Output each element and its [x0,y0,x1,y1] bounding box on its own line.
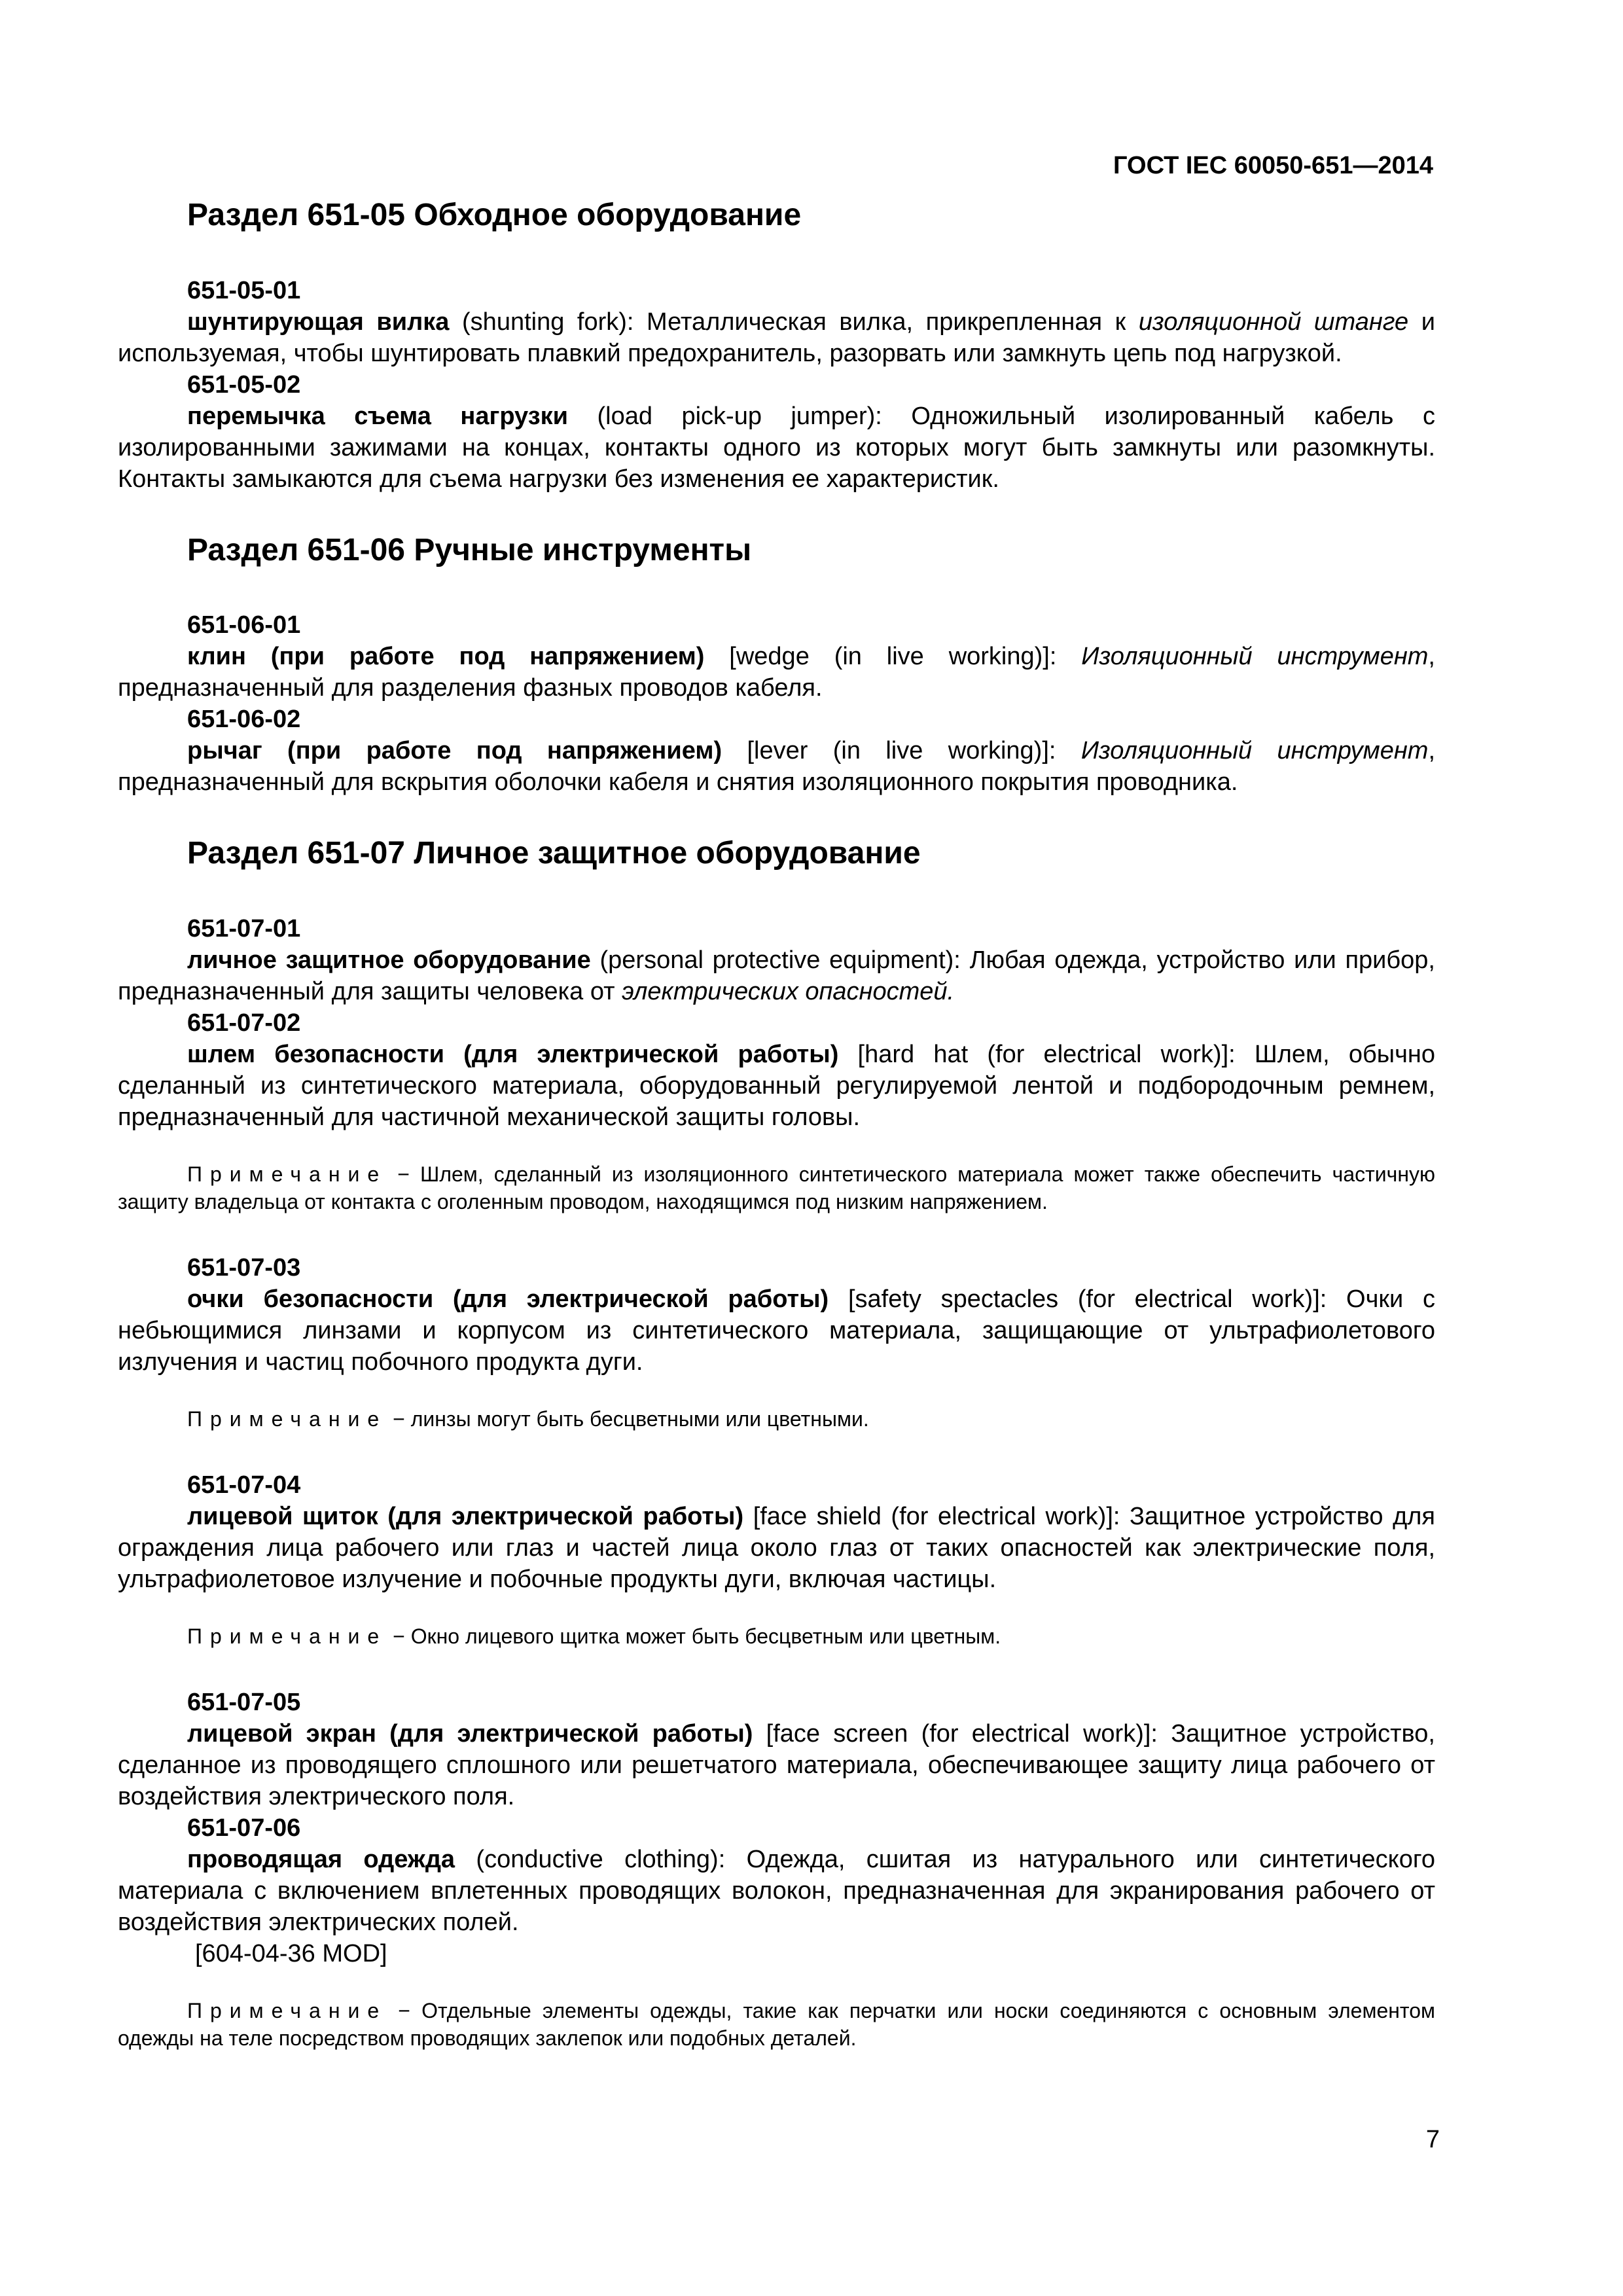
entry-definition: лицевой щиток (для электрической работы) [face shield (for electrical work)]: Защитное устройство для ограждения лица рабочего или глаз и частей лица около глаз от таких опасностей как электрические поля, ультрафиолетовое излучение и побочные продукты дуги, включая частицы. [118,1502,1435,1593]
entry-code: 651-07-03 [187,1253,301,1282]
entry-code: 651-06-01 [187,611,301,639]
entry-definition: рычаг (при работе под напряжением) [lever (in live working)]: Изоляционный инструмент, предназначенный для вскрытия оболочки кабеля и снятия изоляционного покрытия проводника. [118,737,1435,797]
entry-definition: очки безопасности (для электрической работы) [safety spectacles (for electrical work)]: Очки с небьющимися линзами и корпусом из синтетического материала, защищающие от ультрафиолетового излучения и частиц побочного продукта дуги. [118,1285,1435,1376]
entry-term: шлем безопасности (для электрической работы) [187,1040,839,1068]
entry-definition: клин (при работе под напряжением) [wedge (in live working)]: Изоляционный инструмент, предназначенный для разделения фазных проводов кабеля. [118,643,1435,702]
entry-code: 651-07-02 [187,1009,301,1037]
entry-code: 651-07-04 [187,1471,301,1499]
note-label: Примечание [187,1998,387,2022]
cross-reference: Изоляционный инструмент [1080,737,1429,765]
entry-definition: личное защитное оборудование (personal protective equipment): Любая одежда, устройство или прибор, предназначенный для защиты человека от электрических опасностей. [118,946,1435,1005]
note-label: Примечание [187,1407,387,1431]
cross-reference: Изоляционный инструмент [1081,643,1429,671]
entry-term: личное защитное оборудование [187,946,591,974]
note-label: Примечание [187,1162,387,1186]
cross-reference: электрических опасностей. [622,977,955,1005]
source-reference: [604-04-36 MOD] [195,1939,387,1967]
entry-note: Примечание − Шлем, сделанный из изоляционного синтетического материала может также обеспечить частичную защиту владельца от контакта с оголенным проводом, находящимся под низким напряжением. [118,1162,1435,1213]
entry-code: 651-07-01 [187,914,301,942]
note-label: Примечание [187,1624,387,1648]
page-number: 7 [1425,2126,1440,2153]
entry-code: 651-07-06 [187,1814,301,1842]
entry-note: Примечание − Окно лицевого щитка может быть бесцветным или цветным. [187,1624,1001,1648]
page-content [118,196,1435,2052]
entry-definition: лицевой экран (для электрической работы) [face screen (for electrical work)]: Защитное устройство, сделанное из проводящего сплошного или решетчатого материала, обеспечивающее защиту лица рабочего от воздействия электрического поля. [118,1719,1435,1810]
entry-term: шунтирующая вилка [187,308,450,336]
entry-term: рычаг (при работе под напряжением) [187,737,722,765]
entry-code: 651-07-05 [187,1688,301,1716]
entry-definition: проводящая одежда (conductive clothing): Одежда, сшитая из натурального или синтетического материала с включением вплетенных проводящих волокон, предназначенная для экранирования рабочего от воздействия электрических полей. [118,1845,1435,1936]
entry-definition: перемычка съема нагрузки (load pick-up jumper): Одножильный изолированный кабель с изолированными зажимами на концах, контакты одного из которых могут быть замкнуты или разомкнуты. Контакты замыкаются для съема нагрузки без изменения ее характеристик. [118,402,1435,493]
entry-term: лицевой экран (для электрической работы) [187,1719,753,1748]
standard-header: ГОСТ IEC 60050-651—2014 [1113,152,1433,179]
section-title-651-05: Раздел 651-05 Обходное оборудование [187,198,802,232]
entry-code: 651-06-02 [187,706,301,734]
entry-term: лицевой щиток (для электрической работы) [187,1502,744,1530]
entry-definition: шунтирующая вилка (shunting fork): Металлическая вилка, прикрепленная к изоляционной штанге и используемая, чтобы шунтировать плавкий предохранитель, разорвать или замкнуть цепь под нагрузкой. [118,308,1435,367]
entry-code: 651-05-01 [187,276,301,304]
entry-term: перемычка съема нагрузки [187,402,568,430]
entry-note: Примечание − линзы могут быть бесцветными или цветными. [187,1407,869,1431]
entry-term: клин (при работе под напряжением) [187,643,705,671]
entry-term: проводящая одежда [187,1845,455,1873]
cross-reference: изоляционной штанге [1138,308,1409,336]
entry-note: Примечание − Отдельные элементы одежды, такие как перчатки или носки соединяются с основным элементом одежды на теле посредством проводящих заклепок или подобных деталей. [118,1998,1435,2050]
section-title-651-06: Раздел 651-06 Ручные инструменты [187,532,752,567]
entry-term: очки безопасности (для электрической работы) [187,1285,829,1313]
entry-definition: шлем безопасности (для электрической работы) [hard hat (for electrical work)]: Шлем, обычно сделанный из синтетического материала, оборудованный регулируемой лентой и подбородочным ремнем, предназначенный для частичной механической защиты головы. [118,1040,1435,1131]
entry-code: 651-05-02 [187,370,301,399]
section-title-651-07: Раздел 651-07 Личное защитное оборудование [187,836,921,871]
